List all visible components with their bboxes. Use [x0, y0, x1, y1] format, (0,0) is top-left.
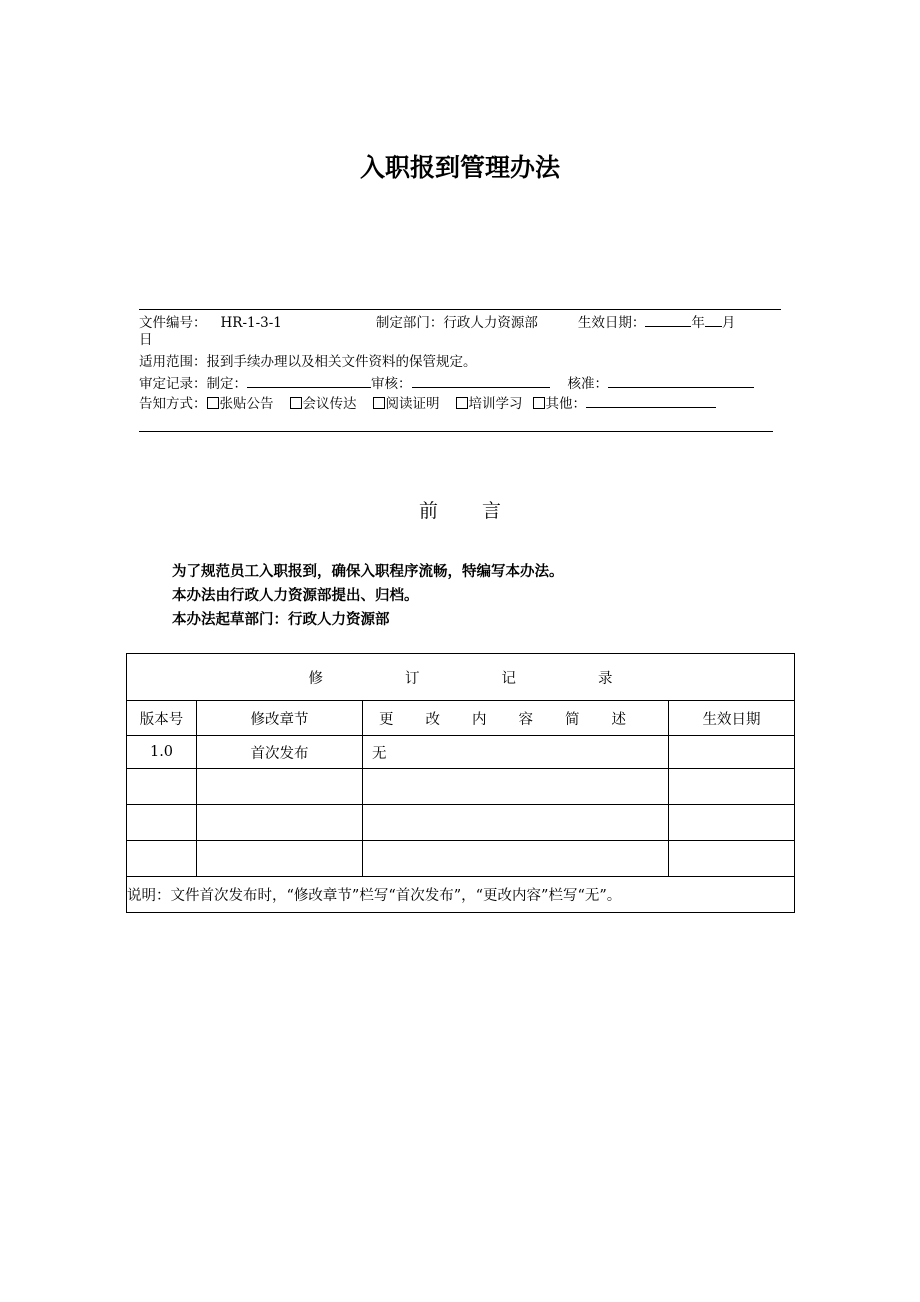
preface-line-1: 为了规范员工入职报到，确保入职程序流畅，特编写本办法。	[172, 564, 564, 580]
cell-empty	[363, 805, 669, 841]
draft-blank	[247, 374, 371, 388]
cell-empty	[127, 805, 197, 841]
file-no-value: HR-1-3-1	[220, 315, 282, 331]
review-label: 审定记录：	[139, 376, 207, 392]
notify-option-other: 其他：	[545, 396, 586, 412]
cell-version: 1.0	[127, 736, 197, 769]
meta-line-1	[139, 313, 784, 332]
check-label: 审核：	[371, 376, 412, 392]
cell-empty	[197, 769, 363, 805]
month-blank	[705, 313, 722, 327]
revision-note: 说明：文件首次发布时，“修改章节”栏写“首次发布”，“更改内容”栏写“无”。	[127, 877, 795, 913]
draft-label: 制定：	[206, 376, 247, 392]
scope-label: 适用范围：	[139, 354, 207, 370]
notify-option-posting: 张贴公告	[219, 396, 274, 412]
bottom-divider	[139, 431, 773, 432]
cell-empty	[127, 841, 197, 877]
meta-scope	[139, 353, 784, 371]
scope-value: 报到手续办理以及相关文件资料的保管规定。	[206, 354, 477, 370]
header-change-summary: 更改内容简述	[363, 701, 669, 736]
document-title: 入职报到管理办法	[359, 153, 560, 182]
month-label: 月	[721, 315, 736, 331]
preface-line-2: 本办法由行政人力资源部提出、归档。	[172, 588, 419, 604]
file-no-label: 文件编号：	[139, 315, 207, 331]
cell-change: 无	[363, 736, 669, 769]
meta-review	[139, 374, 784, 393]
day-label: 日	[139, 332, 153, 348]
notify-label: 告知方式：	[139, 396, 207, 412]
notify-option-reading: 阅读证明	[385, 396, 440, 412]
cell-empty	[197, 805, 363, 841]
header-effective-date: 生效日期	[669, 701, 795, 736]
cell-section: 首次发布	[197, 736, 363, 769]
checkbox-icon[interactable]	[207, 397, 219, 409]
cell-empty	[363, 841, 669, 877]
dept-label: 制定部门：	[375, 315, 444, 331]
preface-heading: 前言	[418, 500, 545, 522]
meta-notify	[139, 394, 784, 413]
table-row	[127, 736, 795, 769]
table-row	[127, 841, 795, 877]
year-blank	[645, 313, 691, 327]
cell-empty	[669, 841, 795, 877]
cell-empty	[197, 841, 363, 877]
meta-line-1b	[139, 331, 784, 349]
header-version: 版本号	[127, 701, 197, 736]
year-label: 年	[691, 315, 705, 331]
cell-empty	[363, 769, 669, 805]
revision-table-title: 修订记录	[127, 654, 795, 701]
table-row	[127, 769, 795, 805]
checkbox-icon[interactable]	[373, 397, 385, 409]
checkbox-icon[interactable]	[533, 397, 545, 409]
check-blank	[412, 374, 550, 388]
other-blank	[586, 394, 716, 408]
cell-empty	[669, 805, 795, 841]
header-section: 修改章节	[197, 701, 363, 736]
notify-option-training: 培训学习	[468, 396, 523, 412]
table-row	[127, 805, 795, 841]
checkbox-icon[interactable]	[456, 397, 468, 409]
cell-empty	[127, 769, 197, 805]
checkbox-icon[interactable]	[290, 397, 302, 409]
approve-label: 核准：	[567, 376, 608, 392]
notify-option-meeting: 会议传达	[302, 396, 357, 412]
cell-empty	[669, 769, 795, 805]
cell-date	[669, 736, 795, 769]
approve-blank	[608, 374, 754, 388]
top-divider	[139, 309, 781, 310]
preface-line-3: 本办法起草部门：行政人力资源部	[172, 612, 390, 628]
dept-value: 行政人力资源部	[443, 315, 538, 331]
revision-table	[126, 653, 795, 913]
effective-label: 生效日期：	[577, 315, 646, 331]
